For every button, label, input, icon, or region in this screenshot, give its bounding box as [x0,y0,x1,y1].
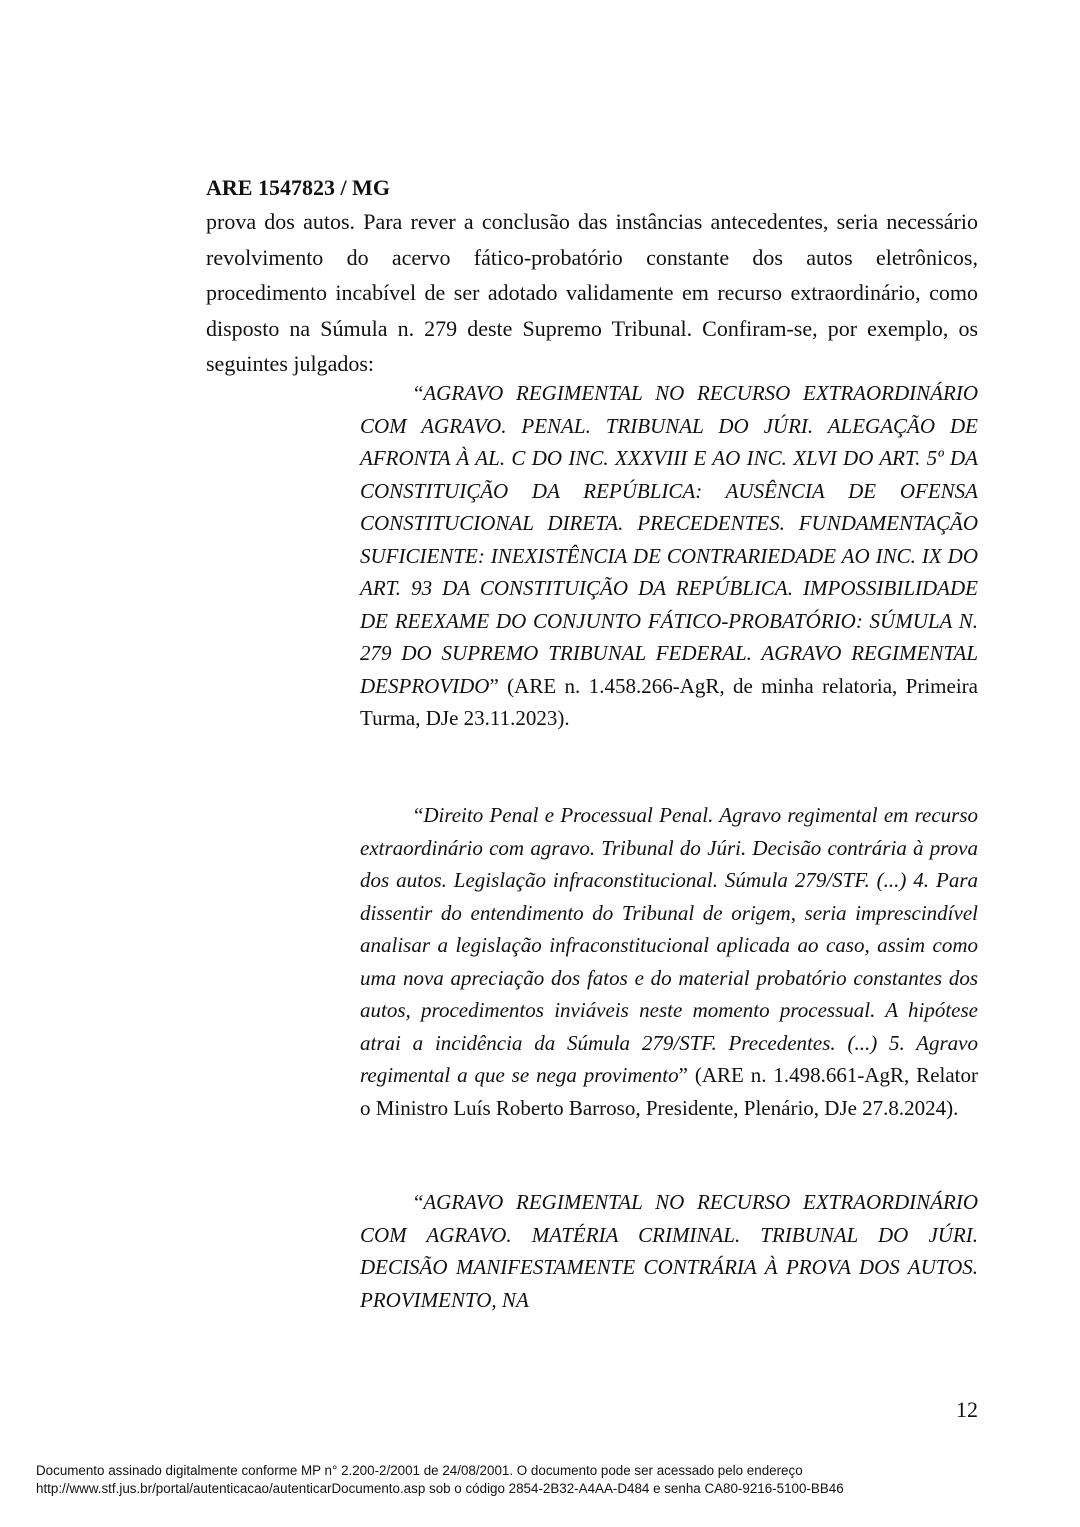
quote-open-mark: “ [414,803,424,827]
quote-open-mark: “ [414,1190,424,1214]
page-number: 12 [956,1397,978,1422]
quote-block-2 [360,799,978,1124]
quote-block-1 [360,377,978,735]
footer-verification-url[interactable]: http://www.stf.jus.br/portal/autenticacao/autenticarDocumento.asp sob o código 2854-2B32-A4AA-D484 e senha CA80-9216-5100-BB46 [36,1481,844,1496]
quote-text: Direito Penal e Processual Penal. Agravo regimental em recurso extraordinário com agravo. Tribunal do Júri. Decisão contrária à prova dos autos. Legislação infraconstitucional. Súmula 279/STF. (...) 4. Para dissentir do entendimento do Tribunal de origem, seria imprescindível analisar a legislação infraconstitucional aplicada ao caso, assim como uma nova apreciação dos fatos e do material probatório constantes dos autos, procedimentos inviáveis neste momento processual. A hipótese atrai a incidência da Súmula 279/STF. Precedentes. (...) 5. Agravo regimental a que se nega provimento [360,803,978,1087]
quote-block-3 [360,1186,978,1316]
body-paragraph: prova dos autos. Para rever a conclusão das instâncias antecedentes, seria necessário revolvimento do acervo fático-probatório constante dos autos eletrônicos, procedimento incabível de ser adotado validamente em recurso extraordinário, como disposto na Súmula n. 279 deste Supremo Tribunal. Confiram-se, por exemplo, os seguintes julgados: [206,209,978,376]
quote-text: AGRAVO REGIMENTAL NO RECURSO EXTRAORDINÁRIO COM AGRAVO. PENAL. TRIBUNAL DO JÚRI. ALEGAÇÃO DE AFRONTA À AL. C DO INC. XXXVIII E AO INC. XLVI DO ART. 5º DA CONSTITUIÇÃO DA REPÚBLICA: AUSÊNCIA DE OFENSA CONSTITUCIONAL DIRETA. PRECEDENTES. FUNDAMENTAÇÃO SUFICIENTE: INEXISTÊNCIA DE CONTRARIEDADE AO INC. IX DO ART. 93 DA CONSTITUIÇÃO DA REPÚBLICA. IMPOSSIBILIDADE DE REEXAME DO CONJUNTO FÁTICO-PROBATÓRIO: SÚMULA N. 279 DO SUPREMO TRIBUNAL FEDERAL. AGRAVO REGIMENTAL DESPROVIDO [360,381,978,698]
quote-citation: ” (ARE n. 1.458.266-AgR, de minha relatoria, Primeira Turma, DJe 23.11.2023). [360,673,978,730]
quote-text: AGRAVO REGIMENTAL NO RECURSO EXTRAORDINÁRIO COM AGRAVO. MATÉRIA CRIMINAL. TRIBUNAL DO JÚRI. DECISÃO MANIFESTAMENTE CONTRÁRIA À PROVA DOS AUTOS. PROVIMENTO, NA [360,1190,978,1312]
footer-signature-notice: Documento assinado digitalmente conforme MP n° 2.200-2/2001 de 24/08/2001. O documento pode ser acessado pelo endereço [36,1463,803,1478]
case-header: ARE 1547823 / MG [206,175,390,200]
quote-citation: ” (ARE n. 1.498.661-AgR, Relator o Ministro Luís Roberto Barroso, Presidente, Plenário, DJe 27.8.2024). [360,1063,978,1120]
quote-open-mark: “ [414,381,424,405]
digital-signature-footer [36,1462,1046,1498]
